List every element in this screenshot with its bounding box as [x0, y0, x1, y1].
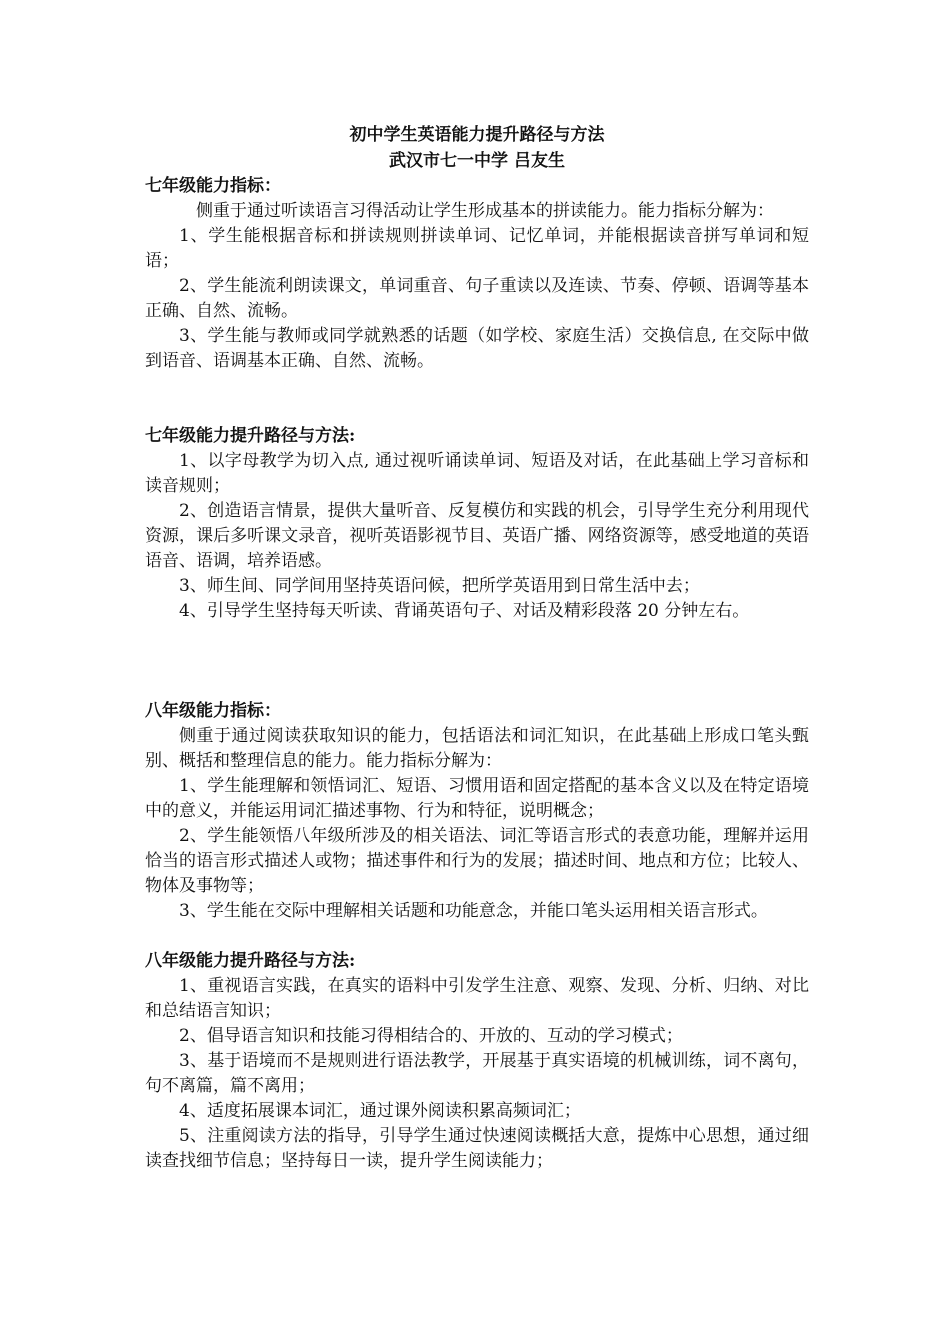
- paragraph: 3、学生能与教师或同学就熟悉的话题（如学校、家庭生活）交换信息, 在交际中做到语音、语调基本正确、自然、流畅。: [145, 326, 809, 371]
- document-title: 初中学生英语能力提升路径与方法: [349, 125, 605, 145]
- paragraph: 1、学生能理解和领悟词汇、短语、习惯用语和固定搭配的基本含义以及在特定语境中的意义，并能运用词汇描述事物、行为和特征，说明概念；: [145, 776, 809, 821]
- spacer: [145, 624, 809, 699]
- paragraph: 2、创造语言情景，提供大量听音、反复模仿和实践的机会，引导学生充分利用现代资源，课后多听课文录音，视听英语影视节目、英语广播、网络资源等，感受地道的英语语音、语调，培养语感。: [145, 501, 809, 571]
- paragraph: 2、学生能流利朗读课文，单词重音、句子重读以及连读、节奏、停顿、语调等基本正确、自然、流畅。: [145, 276, 809, 321]
- spacer: [145, 374, 809, 424]
- section-heading-grade7-indicators: 七年级能力指标：: [145, 176, 281, 196]
- paragraph: 1、学生能根据音标和拼读规则拼读单词、记忆单词，并能根据读音拼写单词和短语；: [145, 226, 809, 271]
- spacer: [145, 924, 809, 949]
- document-author: 武汉市七一中学 吕友生: [389, 151, 565, 171]
- paragraph: 3、基于语境而不是规则进行语法教学，开展基于真实语境的机械训练，词不离句，句不离篇，篇不离用；: [145, 1051, 809, 1096]
- section-heading-grade8-indicators: 八年级能力指标：: [145, 701, 281, 721]
- paragraph: 2、学生能领悟八年级所涉及的相关语法、词汇等语言形式的表意功能，理解并运用恰当的语言形式描述人或物；描述事件和行为的发展；描述时间、地点和方位；比较人、物体及事物等；: [145, 826, 809, 896]
- section-heading-grade7-methods: 七年级能力提升路径与方法:: [145, 426, 356, 446]
- section-heading-grade8-methods: 八年级能力提升路径与方法:: [145, 951, 356, 971]
- paragraph: 侧重于通过听读语言习得活动让学生形成基本的拼读能力。能力指标分解为：: [196, 201, 774, 221]
- paragraph: 1、以字母教学为切入点, 通过视听诵读单词、短语及对话，在此基础上学习音标和读音规则；: [145, 451, 809, 496]
- paragraph: 3、学生能在交际中理解相关话题和功能意念，并能口笔头运用相关语言形式。: [179, 901, 768, 921]
- paragraph: 3、师生间、同学间用坚持英语问候，把所学英语用到日常生活中去；: [179, 576, 700, 596]
- paragraph: 4、适度拓展课本词汇，通过课外阅读积累高频词汇；: [179, 1101, 581, 1121]
- paragraph: 1、重视语言实践，在真实的语料中引发学生注意、观察、发现、分析、归纳、对比和总结语言知识；: [145, 976, 809, 1021]
- paragraph: 侧重于通过阅读获取知识的能力，包括语法和词汇知识，在此基础上形成口笔头甄别、概括和整理信息的能力。能力指标分解为：: [145, 726, 809, 771]
- document-page: [145, 122, 809, 1174]
- paragraph: 2、倡导语言知识和技能习得相结合的、开放的、互动的学习模式；: [179, 1026, 683, 1046]
- paragraph: 5、注重阅读方法的指导，引导学生通过快速阅读概括大意，提炼中心思想，通过细读查找细节信息；坚持每日一读，提升学生阅读能力；: [145, 1126, 809, 1171]
- paragraph: 4、引导学生坚持每天听读、背诵英语句子、对话及精彩段落 20 分钟左右。: [179, 601, 750, 621]
